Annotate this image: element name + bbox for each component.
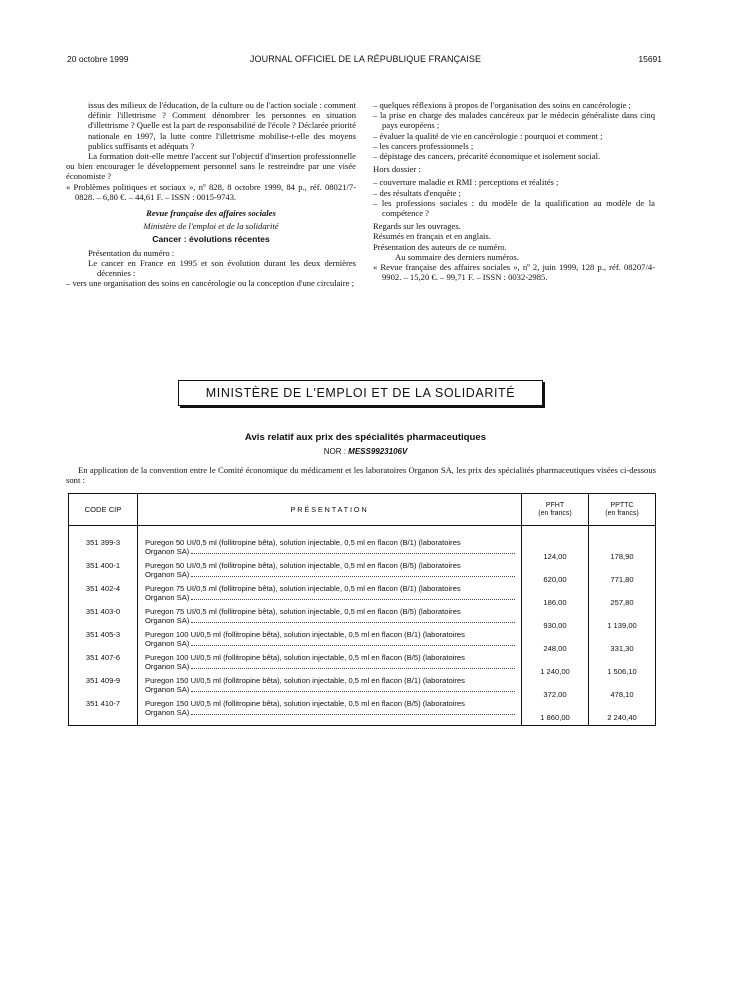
ppttc-cell: 1 506,10 xyxy=(589,653,656,676)
presentation-line-1: Puregon 75 UI/0,5 ml (follitropine bêta), solution injectable, 0,5 ml en flacon (B/5) (laboratoires xyxy=(145,607,461,616)
dot-leader xyxy=(191,616,515,623)
nor-label: NOR : xyxy=(323,447,346,456)
table-row xyxy=(69,584,656,607)
header-code-cip: CODE CIP xyxy=(69,494,138,526)
ppttc-cell: 178,90 xyxy=(589,526,656,562)
pfht-cell: 930,00 xyxy=(522,607,589,630)
presentation-line-2: Organon SA) xyxy=(145,570,190,579)
paragraph: Présentation du numéro : xyxy=(88,247,175,258)
paragraph: La formation doit-elle mettre l'accent sur l'objectif d'insertion professionnelle ou bien encourager le développement personnel sans le restreindre par une visée économiste ? xyxy=(66,151,356,182)
dot-leader xyxy=(191,662,515,669)
list-item: – couverture maladie et RMI : perceptions et réalités ; xyxy=(373,177,559,188)
presentation-line-1: Puregon 75 UI/0,5 ml (follitropine bêta), solution injectable, 0,5 ml en flacon (B/1) (laboratoires xyxy=(145,584,461,593)
presentation-line-2: Organon SA) xyxy=(145,662,190,671)
presentation-line-1: Puregon 150 UI/0,5 ml (follitropine bêta), solution injectable, 0,5 ml en flacon (B/5) (laboratoires xyxy=(145,699,465,708)
code-cip-cell: 351 400-1 xyxy=(69,561,138,584)
code-cip-cell: 351 407-6 xyxy=(69,653,138,676)
presentation-cell xyxy=(138,561,522,584)
code-cip-cell: 351 409-9 xyxy=(69,676,138,699)
header-journal-title: JOURNAL OFFICIEL DE LA RÉPUBLIQUE FRANÇAISE xyxy=(249,54,482,64)
presentation-line-1: Puregon 100 UI/0,5 ml (follitropine bêta), solution injectable, 0,5 ml en flacon (B/5) (laboratoires xyxy=(145,653,465,662)
list-item: – la prise en charge des malades cancéreux par le médecin généraliste dans cinq pays européens ; xyxy=(373,110,655,131)
presentation-line-1: Puregon 50 UI/0,5 ml (follitropine bêta), solution injectable, 0,5 ml en flacon (B/5) (laboratoires xyxy=(145,561,461,570)
pfht-cell: 1 860,00 xyxy=(522,699,589,726)
dot-leader xyxy=(191,547,515,554)
dot-leader xyxy=(191,639,515,646)
presentation-line-2: Organon SA) xyxy=(145,593,190,602)
list-item: – vers une organisation des soins en cancérologie ou la conception d'une circulaire ; xyxy=(66,278,354,289)
ppttc-cell: 257,80 xyxy=(589,584,656,607)
presentation-line-2: Organon SA) xyxy=(145,708,190,717)
paragraph: Présentation des auteurs de ce numéro. xyxy=(373,241,507,252)
pfht-cell: 186,00 xyxy=(522,584,589,607)
presentation-line-2: Organon SA) xyxy=(145,547,190,556)
presentation-cell xyxy=(138,630,522,653)
review-ministry: Ministère de l'emploi et de la solidarité xyxy=(143,221,279,232)
pfht-cell: 372,00 xyxy=(522,676,589,699)
pfht-cell: 620,00 xyxy=(522,561,589,584)
list-item: – quelques réflexions à propos de l'organisation des soins en cancérologie ; xyxy=(373,100,631,110)
dot-leader xyxy=(191,685,515,692)
review-title: Revue française des affaires sociales xyxy=(146,208,276,219)
nor-value: MESS9923106V xyxy=(348,447,408,456)
header-pfht-unit: (en francs) xyxy=(538,509,572,517)
right-column xyxy=(373,100,655,282)
publication-reference: « Problèmes politiques et sociaux », nº 828, 8 octobre 1999, 84 p., réf. 08021/7-0828. – 6,80 €. – 44,61 F. – ISSN : 0015-9743. xyxy=(66,181,356,202)
paragraph: Résumés en français et en anglais. xyxy=(373,231,491,242)
presentation-cell xyxy=(138,699,522,726)
paragraph: Le cancer en France en 1995 et son évolution durant les deux dernières décennies : xyxy=(88,257,356,279)
list-item: – les cancers professionnels ; xyxy=(373,140,474,151)
presentation-line-2: Organon SA) xyxy=(145,685,190,694)
pfht-cell: 124,00 xyxy=(522,526,589,562)
paragraph: Hors dossier : xyxy=(373,164,421,175)
ppttc-cell: 1 139,00 xyxy=(589,607,656,630)
list-item: – dépistage des cancers, précarité économique et isolement social. xyxy=(373,151,601,162)
table-row xyxy=(69,630,656,653)
header-ppttc-label: PPTTC xyxy=(610,501,634,509)
nor-line xyxy=(0,447,731,456)
table-row xyxy=(69,653,656,676)
pfht-cell: 1 240,00 xyxy=(522,653,589,676)
presentation-line-1: Puregon 100 UI/0,5 ml (follitropine bêta), solution injectable, 0,5 ml en flacon (B/1) (laboratoires xyxy=(145,630,465,639)
ppttc-cell: 478,10 xyxy=(589,676,656,699)
ppttc-cell: 331,30 xyxy=(589,630,656,653)
header-ppttc xyxy=(589,494,656,526)
ppttc-cell: 2 240,40 xyxy=(589,699,656,726)
header-date: 20 octobre 1999 xyxy=(67,54,129,64)
ministry-banner: MINISTÈRE DE L'EMPLOI ET DE LA SOLIDARITÉ xyxy=(178,380,543,406)
dot-leader xyxy=(191,708,515,715)
header-pfht-label: PFHT xyxy=(545,501,565,509)
ppttc-cell: 771,80 xyxy=(589,561,656,584)
table-row xyxy=(69,699,656,726)
presentation-cell xyxy=(138,526,522,562)
presentation-cell xyxy=(138,653,522,676)
table-row xyxy=(69,676,656,699)
table-row xyxy=(69,561,656,584)
presentation-cell xyxy=(138,584,522,607)
list-item: – les professions sociales : du modèle de la qualification au modèle de la compétence ? xyxy=(373,197,655,219)
issue-title: Cancer : évolutions récentes xyxy=(152,234,270,245)
code-cip-cell: 351 410-7 xyxy=(69,699,138,726)
paragraph: Regards sur les ouvrages. xyxy=(373,221,461,232)
header-ppttc-unit: (en francs) xyxy=(605,509,639,517)
list-item: – des résultats d'enquête ; xyxy=(373,187,461,198)
code-cip-cell: 351 403-0 xyxy=(69,607,138,630)
price-table xyxy=(68,493,656,726)
notice-title: Avis relatif aux prix des spécialités pharmaceutiques xyxy=(244,432,487,443)
paragraph: issus des milieux de l'éducation, de la culture ou de l'action sociale : comment définir l'illettrisme ? Comment dénombrer les personnes en situation d'illettrisme ? Quelle est la part de responsabilité de l'école ? Déclarée priorité nationale en 1997, la lutte contre l'illettrisme mobilise-t-elle des moyens publics suffisants et adéquats ? xyxy=(88,100,356,151)
table-header-row xyxy=(69,494,656,526)
presentation-line-2: Organon SA) xyxy=(145,639,190,648)
header-page-number: 15691 xyxy=(638,54,662,64)
notice-intro: En application de la convention entre le Comité économique du médicament et les laboratoires Organon SA, les prix des spécialités pharmaceutiques visées ci-dessous sont : xyxy=(66,465,656,486)
header-pfht xyxy=(522,494,589,526)
presentation-cell xyxy=(138,607,522,630)
pfht-cell: 248,00 xyxy=(522,630,589,653)
dot-leader xyxy=(191,593,515,600)
header-presentation: PRÉSENTATION xyxy=(138,494,522,526)
presentation-line-1: Puregon 150 UI/0,5 ml (follitropine bêta), solution injectable, 0,5 ml en flacon (B/1) (laboratoires xyxy=(145,676,465,685)
paragraph: Au sommaire des derniers numéros. xyxy=(395,251,519,262)
dot-leader xyxy=(191,570,515,577)
presentation-line-2: Organon SA) xyxy=(145,616,190,625)
table-row xyxy=(69,526,656,562)
presentation-cell xyxy=(138,676,522,699)
list-item: – évaluer la qualité de vie en cancérologie : pourquoi et comment ; xyxy=(373,130,603,141)
publication-reference: « Revue française des affaires sociales », nº 2, juin 1999, 128 p., réf. 08207/4-9902. – 15,20 €. – 99,71 F. – ISSN : 0032-2985. xyxy=(373,262,655,283)
presentation-line-1: Puregon 50 UI/0,5 ml (follitropine bêta), solution injectable, 0,5 ml en flacon (B/1) (laboratoires xyxy=(145,538,461,547)
code-cip-cell: 351 399-3 xyxy=(69,526,138,562)
left-column xyxy=(66,100,356,288)
code-cip-cell: 351 405-3 xyxy=(69,630,138,653)
code-cip-cell: 351 402-4 xyxy=(69,584,138,607)
table-row xyxy=(69,607,656,630)
